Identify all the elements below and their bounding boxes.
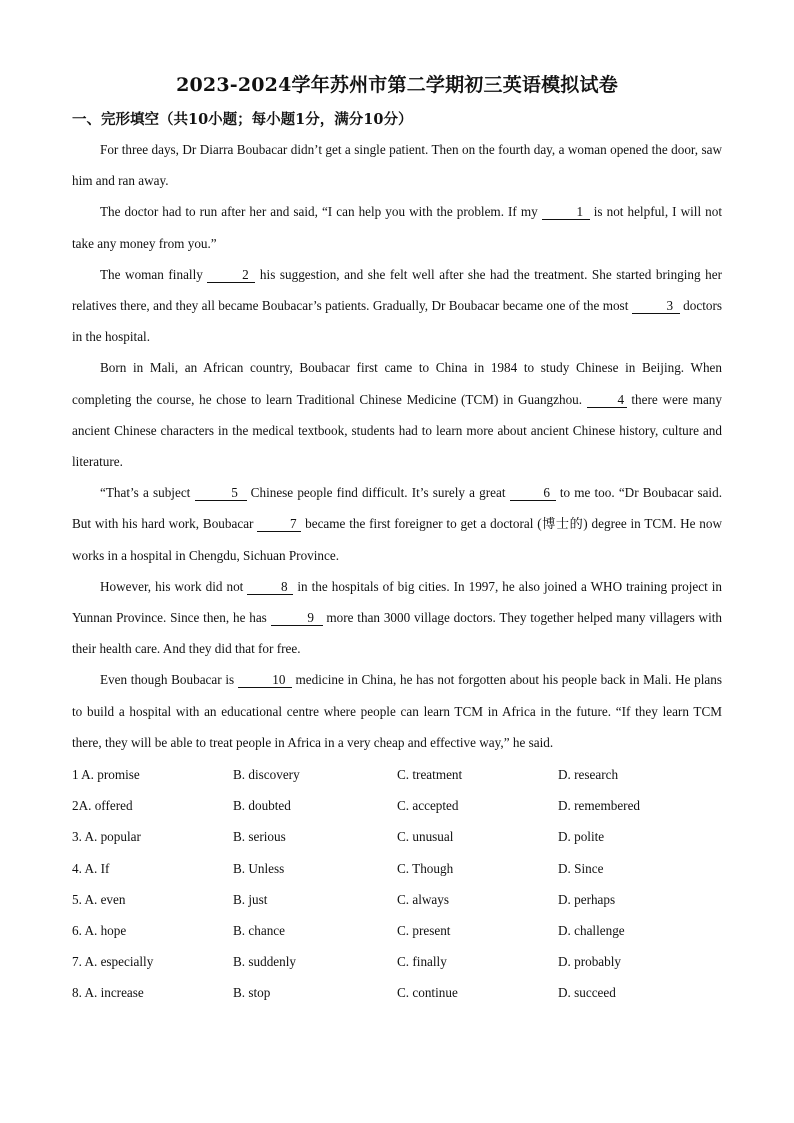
paragraph-3: [72, 259, 722, 353]
option-d: D. polite: [558, 829, 605, 845]
option-a: 7. A. especially: [72, 954, 154, 970]
option-row-2: [72, 790, 732, 821]
paragraph-text: is not helpful, I will not take any money from you.”: [72, 204, 722, 251]
paragraph-text: more than 3000 village doctors. They together helped many villagers with their health care. And they did that for free.: [72, 610, 722, 657]
option-row-1: [72, 759, 732, 790]
paragraph-2: [72, 196, 722, 258]
option-row-7: [72, 946, 732, 977]
blank-7: 7: [257, 517, 301, 532]
option-c: C. continue: [397, 985, 458, 1001]
paragraph-text: Chinese people find difficult. It’s surely a great: [246, 485, 510, 501]
paragraph-text: Even though Boubacar is: [100, 672, 238, 688]
option-a: 3. A. popular: [72, 829, 141, 845]
option-c: C. always: [397, 891, 450, 907]
blank-5: 5: [195, 486, 247, 501]
paragraph-text: The woman finally: [100, 266, 208, 282]
option-row-5: [72, 884, 732, 915]
paragraph-1: [72, 134, 722, 196]
option-d: D. remembered: [558, 798, 641, 814]
option-b: B. Unless: [233, 860, 285, 876]
paragraph-text: there were many ancient Chinese characters in the medical textbook, students had to learn more about ancient Chinese history, culture and literature.: [72, 391, 722, 470]
option-b: B. doubted: [233, 798, 291, 814]
option-row-3: [72, 821, 732, 852]
option-b: B. chance: [233, 922, 285, 938]
answer-options: [72, 759, 732, 1009]
option-c: C. Though: [397, 860, 454, 876]
blank-8: 8: [247, 580, 293, 595]
option-d: D. challenge: [558, 922, 625, 938]
option-a: 8. A. increase: [72, 985, 144, 1001]
blank-1: 1: [542, 205, 590, 220]
blank-2: 2: [207, 268, 255, 283]
paragraph-4: [72, 352, 722, 477]
blank-9: 9: [271, 611, 323, 626]
paragraph-text: his suggestion, and she felt well after she had the treatment. She started bringing her relatives there, and they all became Boubacar’s patients. Gradually, Dr Boubacar became one of the most: [72, 266, 723, 314]
option-c: C. present: [397, 922, 451, 938]
paragraph-text: doctors in the hospital.: [72, 298, 722, 345]
paragraph-text: However, his work did not: [100, 578, 248, 594]
option-b: B. stop: [233, 985, 271, 1001]
paragraph-6: [72, 571, 722, 665]
paragraph-7: [72, 664, 722, 758]
paragraph-text: For three days, Dr Diarra Boubacar didn’t get a single patient. Then on the fourth day, a woman opened the door, saw him and ran away.: [72, 142, 722, 189]
option-c: C. treatment: [397, 767, 463, 782]
option-b: B. discovery: [233, 767, 300, 782]
option-a: 6. A. hope: [72, 922, 127, 938]
section-heading: 一、完形填空（共10小题；每小题1分，满分10分）: [72, 111, 413, 128]
paragraph-text: Born in Mali, an African country, Boubacar first came to China in 1984 to study Chinese in Beijing. When completing the course, he chose to learn Traditional Chinese Medicine (TCM) in Guangzhou.: [72, 360, 722, 407]
option-c: C. finally: [397, 954, 447, 970]
paragraph-text: became the first foreigner to get a doctoral (博士的) degree in TCM. He now works in a hospital in Chengdu, Sichuan Province.: [72, 516, 723, 563]
option-d: D. research: [558, 767, 619, 782]
paragraph-text: The doctor had to run after her and said, “I can help you with the problem. If my: [100, 204, 542, 220]
option-a: 2A. offered: [72, 798, 133, 814]
option-c: C. unusual: [397, 829, 454, 845]
option-row-4: [72, 853, 732, 884]
option-row-6: [72, 915, 732, 946]
blank-4: 4: [587, 393, 627, 408]
option-d: D. perhaps: [558, 891, 616, 907]
option-row-8: [72, 977, 732, 1008]
paragraph-text: to me too. “Dr Boubacar said. But with his hard work, Boubacar: [72, 485, 722, 532]
option-d: D. succeed: [558, 985, 616, 1001]
option-a: 4. A. If: [72, 860, 110, 876]
option-b: B. just: [233, 891, 268, 907]
paragraph-5: [72, 477, 722, 571]
option-d: D. Since: [558, 860, 604, 876]
option-a: 5. A. even: [72, 891, 126, 907]
option-a: 1 A. promise: [72, 767, 140, 782]
option-b: B. serious: [233, 829, 286, 845]
paragraph-text: “That’s a subject: [100, 485, 195, 501]
option-c: C. accepted: [397, 798, 459, 814]
paragraph-text: medicine in China, he has not forgotten about his people back in Mali. He plans to build a hospital with an educational centre where people can learn TCM in Africa in the future. “If they learn TCM there, they will be able to treat people in Africa in a very cheap and effective way,” he said.: [72, 672, 722, 750]
cloze-passage: [72, 134, 722, 758]
blank-6: 6: [510, 486, 556, 501]
paragraph-text: in the hospitals of big cities. In 1997, he also joined a WHO training project in Yunnan Province. Since then, he has: [72, 578, 723, 626]
option-b: B. suddenly: [233, 954, 297, 970]
option-d: D. probably: [558, 954, 621, 970]
blank-10: 10: [238, 673, 292, 688]
blank-3: 3: [632, 299, 680, 314]
page-title: 2023-2024学年苏州市第二学期初三英语模拟试卷: [176, 74, 618, 96]
